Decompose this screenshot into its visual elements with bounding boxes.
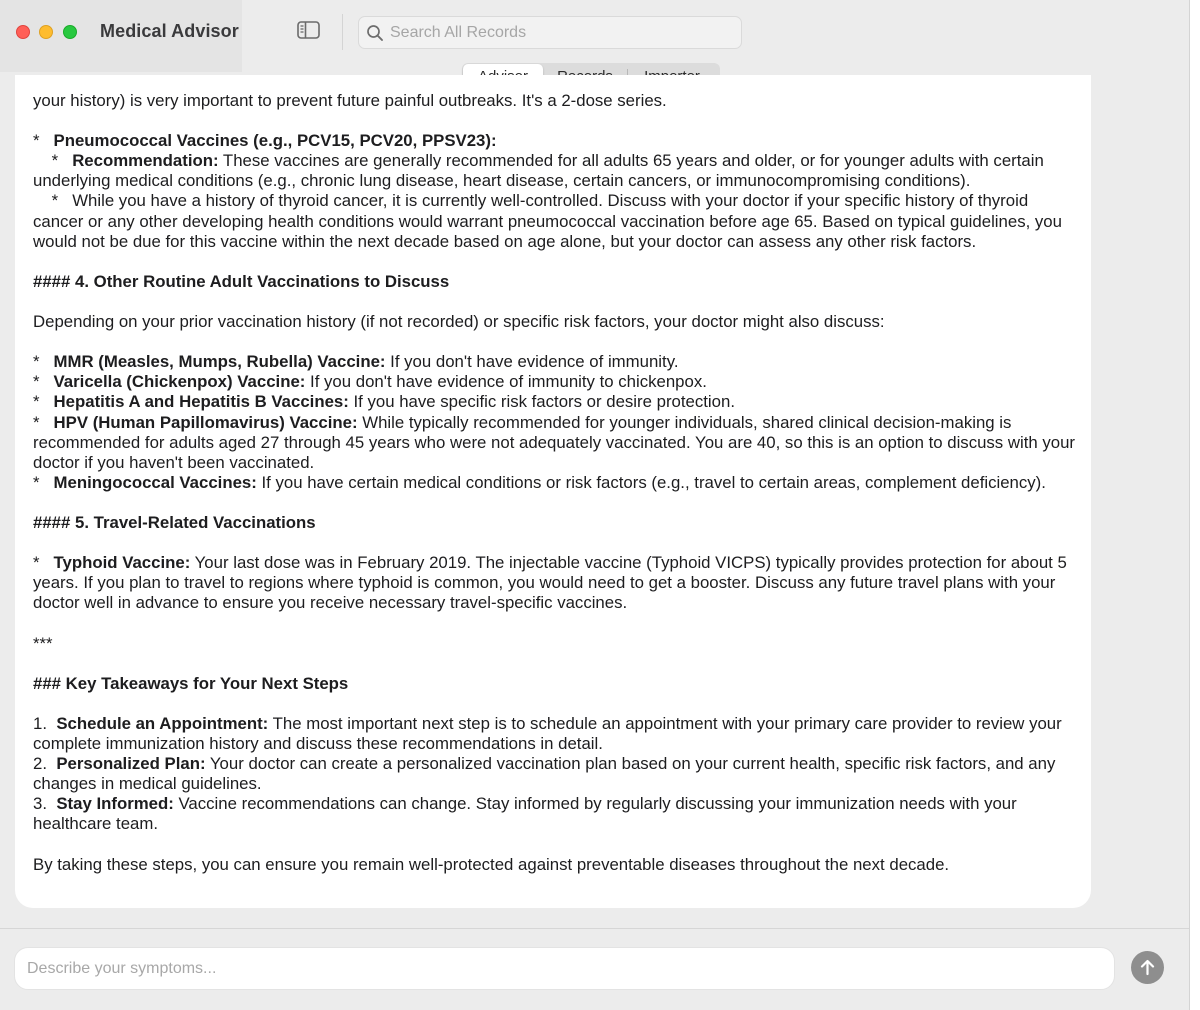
list-item: 2. Personalized Plan: Your doctor can create a personalized vaccination plan based on your current health, specific risk factors, and any changes in medical guidelines. <box>33 754 1056 794</box>
search-input[interactable] <box>390 17 735 48</box>
list-item: * MMR (Measles, Mumps, Rubella) Vaccine: If you don't have evidence of immunity. <box>33 352 679 372</box>
advisor-response-card <box>15 75 1091 908</box>
list-item: * Typhoid Vaccine: Your last dose was in February 2019. The injectable vaccine (Typhoid VICPS) typically provides protection for about 5 years. If you plan to travel to regions where typhoid is common, you would need to get a booster. Discuss any future travel plans with your doctor well in advance to ensure you receive necessary travel-specific vaccines. <box>33 553 1067 613</box>
close-window-button[interactable] <box>16 25 30 39</box>
list-item: * Meningococcal Vaccines: If you have certain medical conditions or risk factors (e.g., travel to certain areas, complement deficiency). <box>33 472 1046 492</box>
list-item: 1. Schedule an Appointment: The most important next step is to schedule an appointment with your primary care provider to review your complete immunization history and discuss these recommendations in detail. <box>33 713 1062 753</box>
composer-divider <box>0 928 1190 929</box>
zoom-window-button[interactable] <box>63 25 77 39</box>
composer[interactable] <box>14 947 1115 990</box>
search-field[interactable] <box>358 16 742 49</box>
arrow-up-icon <box>1138 958 1157 977</box>
advisor-message <box>33 91 1077 875</box>
list-item: * Recommendation: These vaccines are generally recommended for all adults 65 years and older, or for younger adults with certain underlying medical conditions (e.g., chronic lung disease, heart disease, certain cancers, or immunocompromising conditions). <box>33 151 1044 191</box>
list-item: * Pneumococcal Vaccines (e.g., PCV15, PCV20, PPSV23): <box>33 131 497 151</box>
search-icon <box>366 24 384 42</box>
list-item: 3. Stay Informed: Vaccine recommendations can change. Stay informed by regularly discussing your immunization needs with your healthcare team. <box>33 794 1017 834</box>
section-heading: #### 4. Other Routine Adult Vaccinations to Discuss <box>33 271 450 291</box>
list-item: * Varicella (Chickenpox) Vaccine: If you don't have evidence of immunity to chickenpox. <box>33 372 707 392</box>
list-item: * While you have a history of thyroid cancer, it is currently well-controlled. Discuss with your doctor if your specific history of thyroid cancer or any other developing health conditions would warrant pneumococcal vaccination before age 65. Based on typical guidelines, you would not be due for this vaccine within the next decade based on age alone, but your doctor can assess any other risk factors. <box>33 191 1062 251</box>
toolbar-divider <box>342 14 343 50</box>
list-item: * Hepatitis A and Hepatitis B Vaccines: If you have specific risk factors or desire protection. <box>33 392 735 412</box>
section-heading: #### 5. Travel-Related Vaccinations <box>33 512 316 532</box>
sidebar-toggle-icon[interactable] <box>296 20 322 42</box>
section-heading: ### Key Takeaways for Your Next Steps <box>33 673 349 693</box>
list-item: * HPV (Human Papillomavirus) Vaccine: While typically recommended for younger individuals, shared clinical decision-making is recommended for adults aged 27 through 45 years who were not adequately vaccinated. You are 40, so this is an option to discuss with your doctor if you haven't been vaccinated. <box>33 412 1076 472</box>
minimize-window-button[interactable] <box>39 25 53 39</box>
send-button[interactable] <box>1131 951 1164 984</box>
message-paragraph: Depending on your prior vaccination history (if not recorded) or specific risk factors, your doctor might also discuss: <box>33 312 885 332</box>
message-paragraph: your history) is very important to prevent future painful outbreaks. It's a 2-dose series. <box>33 91 667 110</box>
app-title: Medical Advisor <box>100 21 239 41</box>
symptoms-input[interactable] <box>27 948 1097 989</box>
message-paragraph: By taking these steps, you can ensure you remain well-protected against preventable diseases throughout the next decade. <box>33 854 950 874</box>
horizontal-rule: *** <box>33 633 53 653</box>
